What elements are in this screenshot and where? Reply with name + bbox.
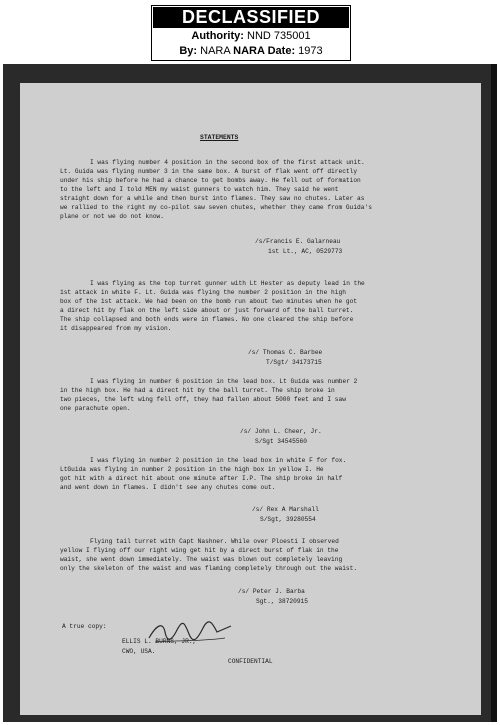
statement-2-line-6: it disappeared from my vision. [60,325,172,332]
statement-1-line-7: plane or not we do not know. [60,213,164,220]
statement-5-line-1: Flying tail turret with Capt Nashner. While over Ploesti I observed [90,538,339,545]
authority-value: NND 735001 [247,30,311,42]
statement-1-rank: 1st Lt., AC, 0529773 [268,248,343,255]
statement-3-line-4: one parachute open. [60,405,131,412]
certifier-rank: CWO, USA. [122,648,156,655]
statement-3-signature: /s/ John L. Cheer, Jr. [240,428,322,435]
statement-2-line-4: a direct hit by flak on the left side about or just forward of the ball turret. [60,307,354,314]
statement-3-rank: S/Sgt 34545560 [255,438,307,445]
statement-4-line-3: got hit with a direct hit about one minute after I.P. The ship broke in half [60,475,343,482]
statement-3-line-3: two pieces, the left wing fell off, they had fallen about 5000 feet and I saw [60,396,346,403]
statement-2-line-5: The ship collapsed and both ends were in flames. No one cleared the ship before [60,316,354,323]
statement-4-rank: S/Sgt, 39280554 [260,516,316,523]
statement-4-signature: /s/ Rex A Marshall [252,506,319,513]
statement-4-line-1: I was flying in number 2 position in the lead box in white F for fox. [90,457,347,464]
confidential-marking: CONFIDENTIAL [228,658,273,665]
statement-5-line-3: waist, she went down immediately. The waist was blown out completely leaving [60,556,343,563]
true-copy-label: A true copy: [62,623,107,630]
date-value: 1973 [298,45,323,57]
statement-2-rank: T/Sgt/ 34173715 [266,359,322,366]
stamp-heading: DECLASSIFIED [153,7,349,28]
stamp-by-date [152,44,350,59]
declassified-stamp [151,5,351,61]
statement-4-line-2: LtGuida was flying in number 2 position in the high box in yellow I. He [60,466,324,473]
document-page [20,83,481,715]
statement-1-line-4: to the left and I told MEN my waist gunners to watch him. They said he went [60,186,339,193]
statement-4-line-4: and went down in flames. I didn't see any chutes come out. [60,484,276,491]
statement-1-line-3: under his ship before he had a chance to get bombs away. He fell out of formation [60,177,361,184]
statement-1-line-1: I was flying number 4 position in the second box of the first attack unit. [90,159,365,166]
statement-2-line-2: 1st attack in white F. Lt. Guida was flying the number 2 position in the high [60,289,346,296]
by-value: NARA [200,45,231,57]
document-title: STATEMENTS [200,134,239,141]
statement-5-rank: Sgt., 38720915 [256,598,308,605]
statement-5-line-2: yellow I flying off our right wing get hit by a direct burst of flak in the [60,547,339,554]
by-label: By: [179,45,198,57]
scan-frame [3,64,497,722]
date-label: NARA Date: [233,45,296,57]
statement-2-line-3: box of the 1st attack. We had been on the bomb run about two minutes when he got [60,298,358,305]
statement-1-line-6: we rallied to the right my co-pilot saw seven chutes, whether they came from Guida's [60,204,372,211]
statement-2-signature: /s/ Thomas C. Barbee [248,349,323,356]
authority-label: Authority: [191,30,244,42]
statement-1-line-5: straight down for a while and then burst into flames. They saw no chutes. Later as [60,195,365,202]
certifier-name: ELLIS L. BURNS, JR., [122,638,197,645]
statement-5-signature: /s/ Peter J. Barba [238,588,305,595]
stamp-authority [152,29,350,44]
statement-1-signature: /s/Francis E. Galarneau [255,238,341,245]
statement-5-line-4: only the skeleton of the waist and was flaming completely through out the waist. [60,565,358,572]
scan-edge [491,64,497,722]
statement-3-line-1: I was flying in number 6 position in the lead box. Lt Guida was number 2 [90,378,358,385]
statement-1-line-2: Lt. Guida was flying number 3 in the same box. A burst of flak went off directly [60,168,358,175]
statement-3-line-2: in the high box. He had a direct hit by the ball turret. The ship broke in [60,387,335,394]
statement-2-line-1: I was flying as the top turret gunner with Lt Hester as deputy lead in the [90,280,365,287]
